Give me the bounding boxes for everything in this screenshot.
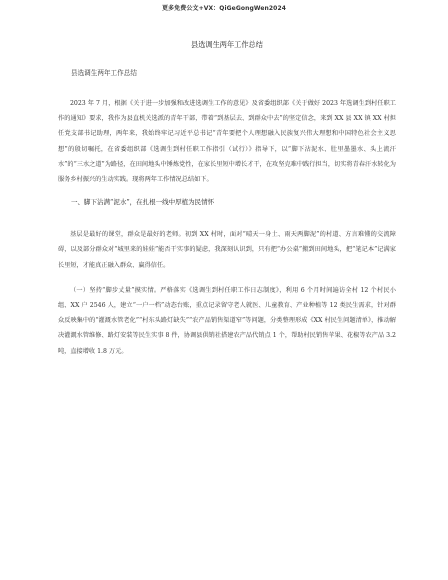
document-title: 县选调生两年工作总结 [191, 40, 263, 49]
document-subtitle: 县选调生两年工作总结 [71, 69, 137, 77]
intro-paragraph: 2023 年 7 月，根据《关于进一步加强和改进选调生工作的意见》及省委组织部《关于做好 2023 年选调生到村任职工作的通知》要求，我作为县直机关选派的青年干部，带着“到基层去、到群众中去”的坚定信念，来到 XX 县 XX 镇 XX 村担任党支部书记助理，两年来，我始终牢记习近平总书记“青年要把个人理想融入民族复兴伟大理想和中国特色社会主义思想”的殷切嘱托，在省委组织部《选调生到村任职工作指引（试行）》指导下，以“脚下沾泥水、肚里墨墨水、头上流汗水”的“三水之道”为路径，在田间地头中锤炼党性，在家长里短中增长才干，在攻坚克难中践行担当，切实将青春汗水转化为服务乡村振兴的生动实践。现将两年工作情况总结如下。 [58, 100, 396, 184]
section-paragraph: 基层是最好的课堂，群众是最好的老师。初到 XX 村时，面对“晴天一身土、雨天两脚泥”的村道、方言难懂的交流障碍，以及部分群众对“城里来的娃娃”能否干实事的疑虑，我深刻认识到，只有把“办公桌”搬到田间地头，把“笔记本”记满家长里短，才能真正融入群众、赢得信任。 [58, 231, 396, 269]
section-paragraph: （一）坚持“脚步丈量”摸实情。严格落实《选调生到村任职工作日志制度》，利用 6 个月时间遍访全村 12 个村民小组、XX 户 2546 人，建立“一户一档”动态台账，重点记录留守老人就医、儿童教育、产业种植等 12 类民生需求，针对群众反映集中的“灌溉水管老化”“村东头路灯缺失”“农产品销售渠道窄”等问题，分类整理形成《XX 村民生问题清单》，推动解决灌溉水管维修、路灯安装等民生实事 8 件，协调县供销社搭建农产品代销点 1 个，帮助村民销售苹果、花椒等农产品 3.2 吨，直接增收 1.8 万元。 [58, 286, 396, 355]
header-watermark: 更多免费公文+VX：QiGeGongWen2024 [161, 5, 286, 12]
section-heading: 一、脚下沾满“泥水”，在扎根一线中厚植为民情怀 [71, 198, 215, 207]
document-body [58, 40, 396, 369]
